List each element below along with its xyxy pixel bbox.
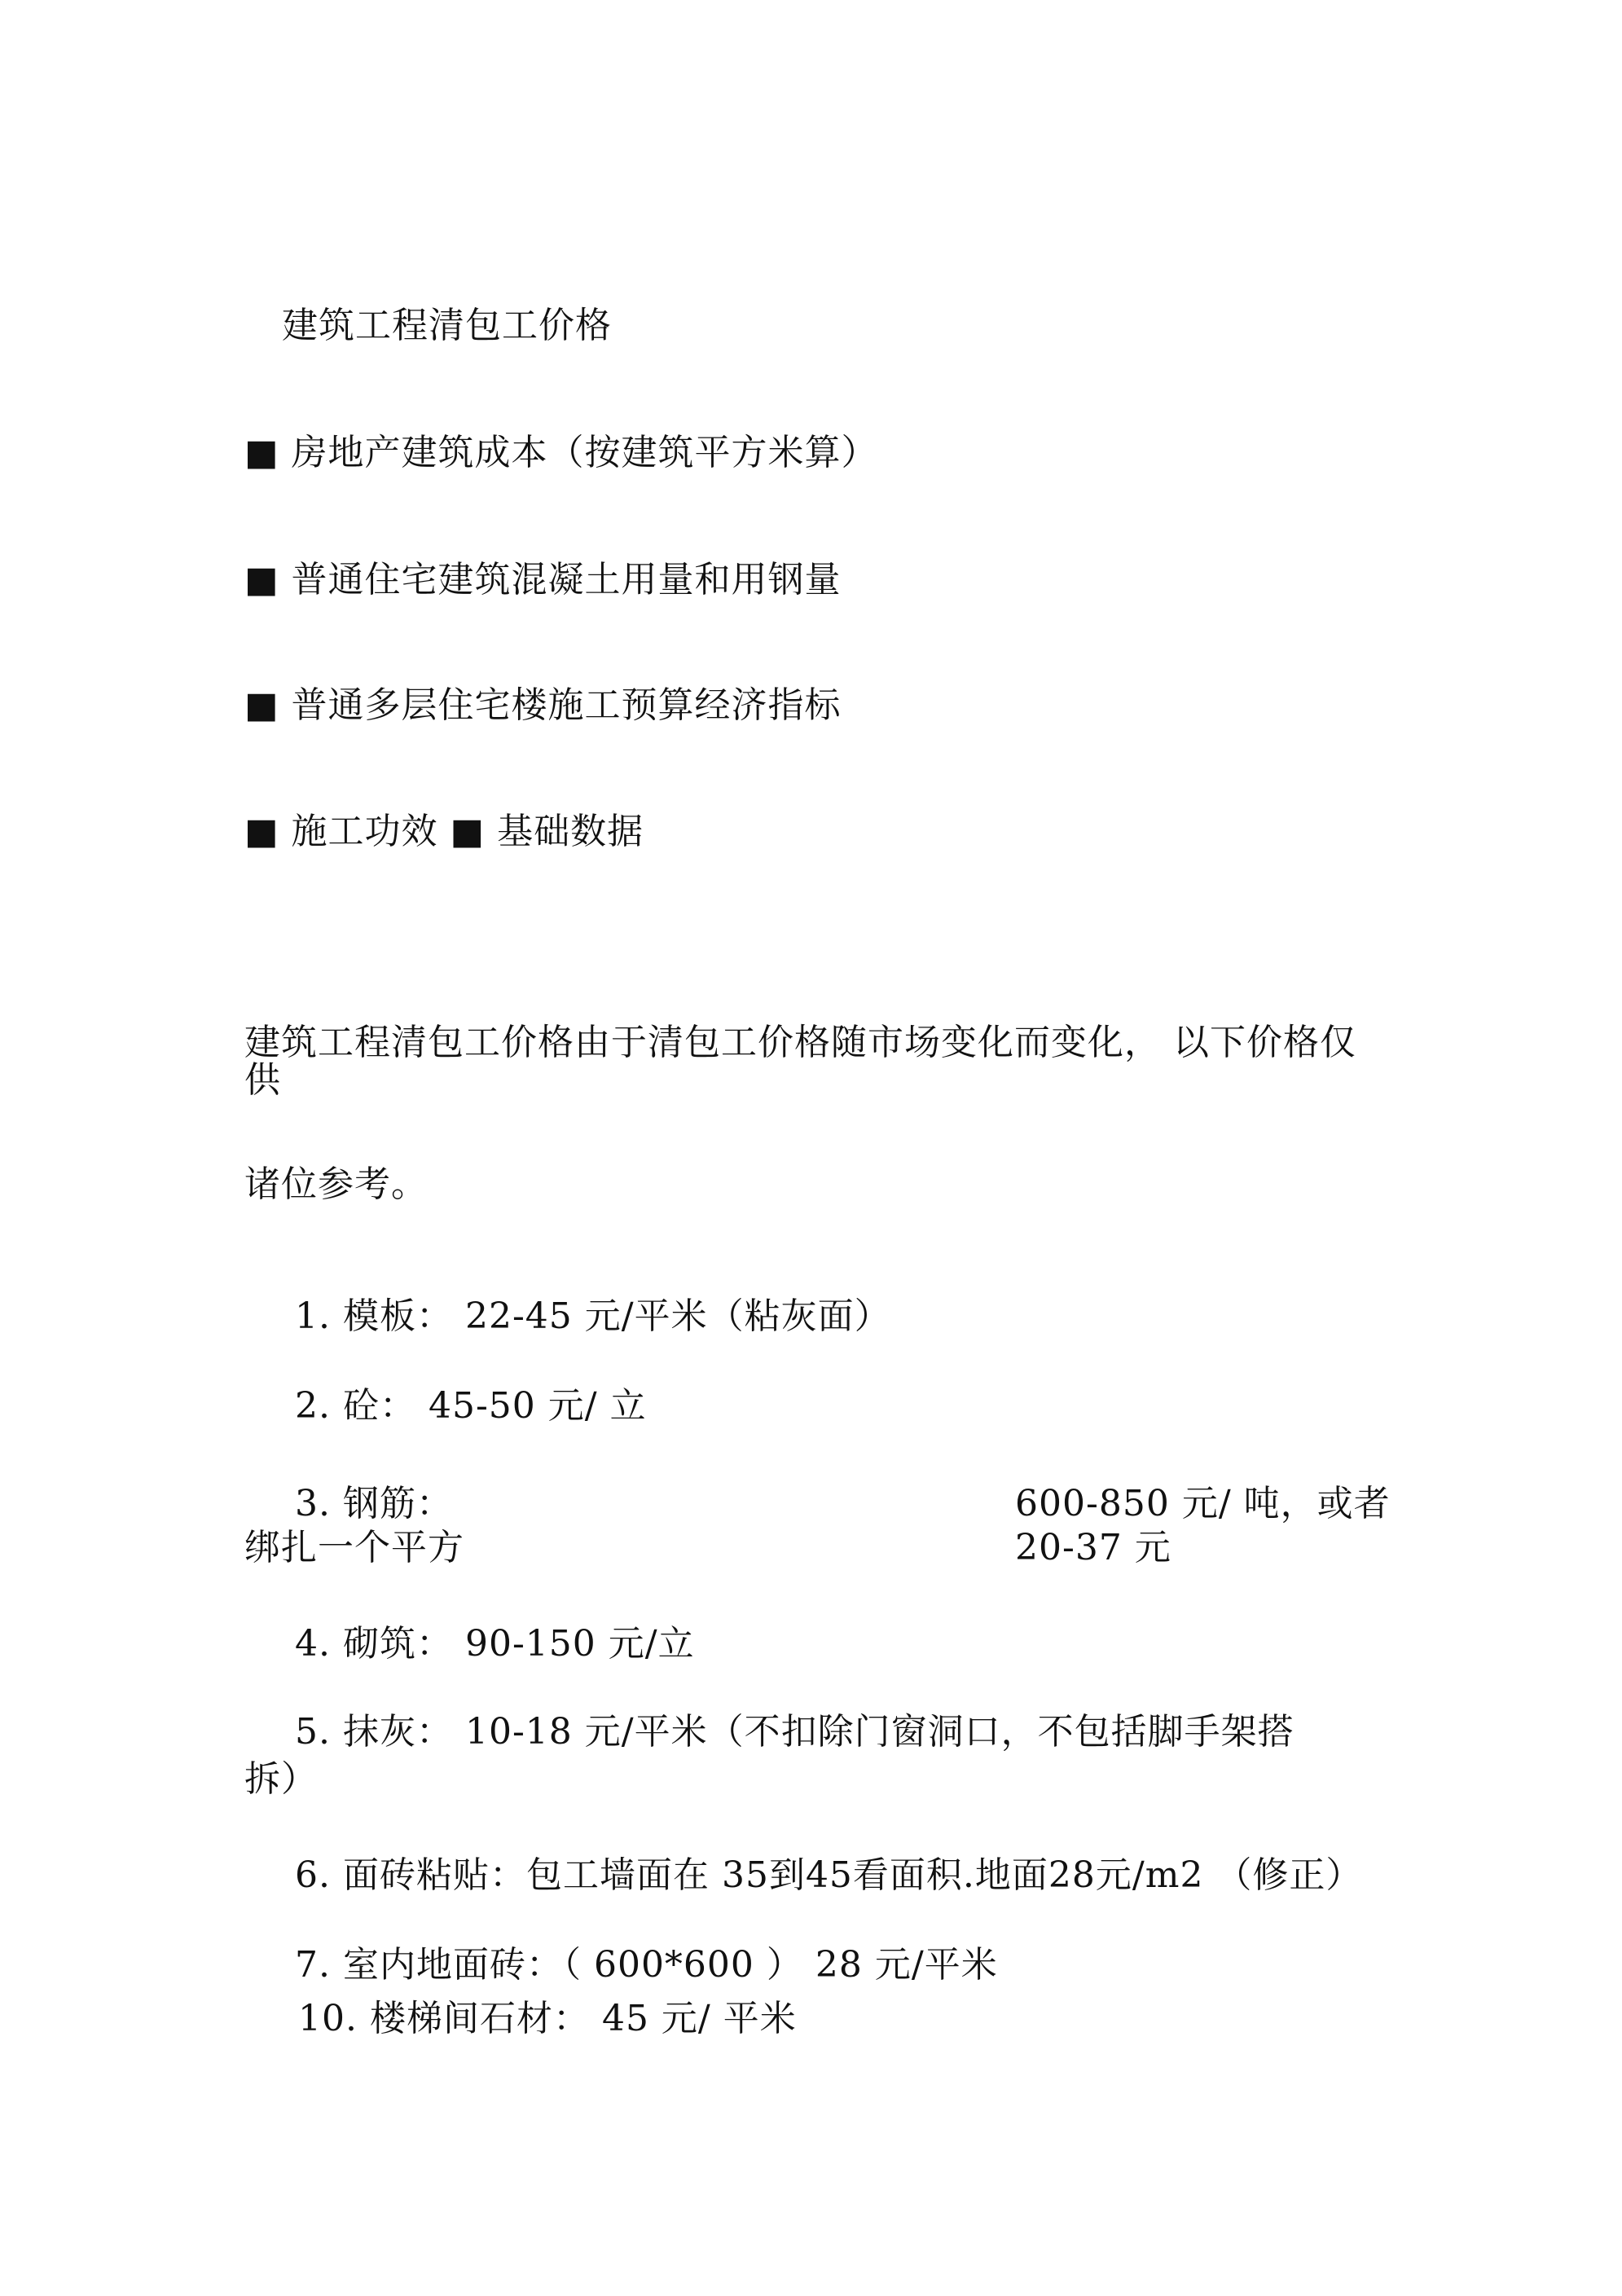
price-item-concrete: 2. 砼： 45-50 元/ 立 xyxy=(295,1385,647,1427)
bullet-real-estate-cost: ■ 房地产建筑成本（按建筑平方米算） xyxy=(244,432,878,473)
intro-line-2: 供 xyxy=(244,1059,281,1101)
bullet-efficiency-basic-data: ■ 施工功效 ■ 基础数据 xyxy=(244,811,644,852)
price-item-floor-tile: 7. 室内地面砖：（ 600*600 ） 28 元/平米 xyxy=(295,1944,998,1986)
price-item-stair-stone: 10. 楼梯间石材： 45 元/ 平米 xyxy=(298,1998,797,2039)
price-item-rebar-label: 3. 钢筋： xyxy=(295,1483,453,1524)
price-item-formwork: 1. 模板： 22-45 元/平米（粘灰面） xyxy=(295,1295,891,1337)
price-item-plaster-line-2: 拆） xyxy=(244,1758,318,1800)
bullet-concrete-steel-usage: ■ 普通住宅建筑混凝土用量和用钢量 xyxy=(244,559,842,600)
price-item-plaster-line-1: 5. 抹灰： 10-18 元/平米（不扣除门窗洞口，不包括脚手架搭 xyxy=(295,1711,1295,1753)
bullet-budget-indicators: ■ 普通多层住宅楼施工预算经济指标 xyxy=(244,684,842,726)
price-item-rebar-label-2: 绑扎一个平方 xyxy=(244,1527,464,1568)
intro-line-3: 诸位参考。 xyxy=(244,1163,428,1205)
price-item-masonry: 4. 砌筑： 90-150 元/立 xyxy=(295,1623,695,1665)
intro-line-1: 建筑工程清包工价格由于清包工价格随市场变化而变化， 以下价格仅 xyxy=(244,1022,1356,1063)
document-title: 建筑工程清包工价格 xyxy=(282,305,612,346)
price-item-rebar-value-2: 20-37 元 xyxy=(1015,1527,1171,1568)
price-item-tile-pasting: 6. 面砖粘贴：包工墙面在 35到45看面积.地面28元/m2 （修正） xyxy=(295,1854,1363,1896)
price-item-rebar-value: 600-850 元/ 吨，或者 xyxy=(1015,1483,1391,1524)
